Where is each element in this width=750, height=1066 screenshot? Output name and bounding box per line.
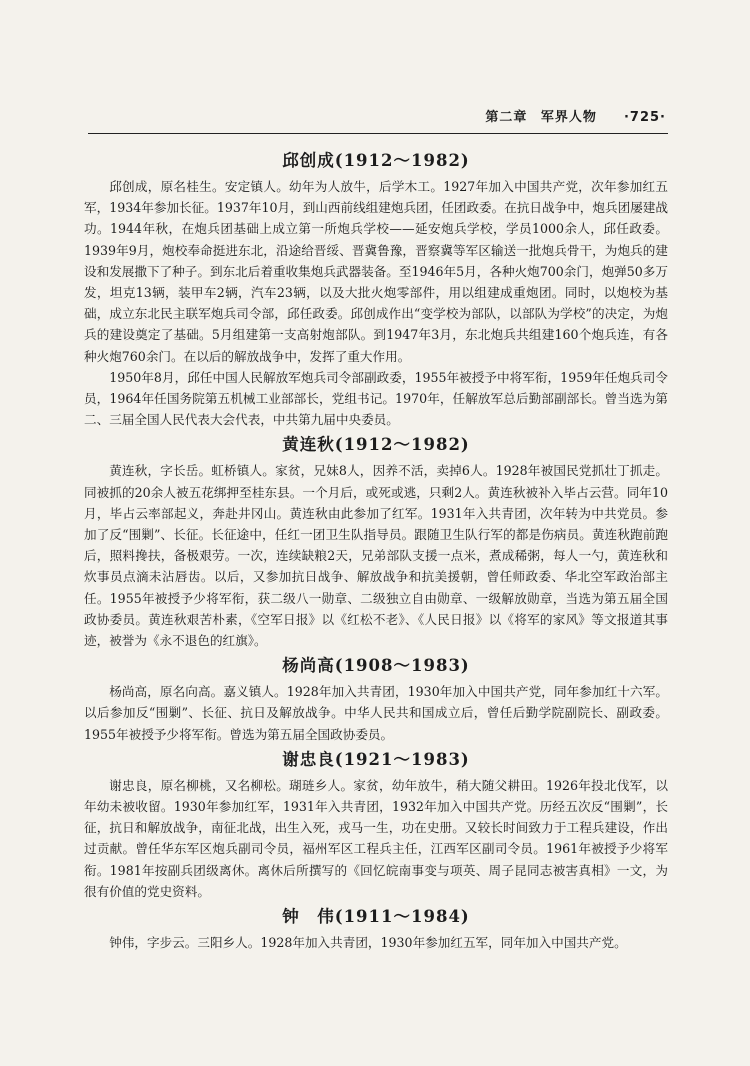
entry-paragraph: 邱创成，原名桂生。安定镇人。幼年为人放牛，后学木工。1927年加入中国共产党，次年参加红五军，1934年参加长征。1937年10月，到山西前线组建炮兵团，任团政委。在抗日战争中，炮兵团屡建战功。1944年秋，在炮兵团基础上成立第一所炮兵学校——延安炮兵学校，学员1000余人，邱任政委。1939年9月，炮校奉命挺进东北，沿途给晋绥、晋冀鲁豫，晋察冀等军区输送一批炮兵骨干，为炮兵的建设和发展撒下了种子。到东北后着重收集炮兵武器装备。至1946年5月，各种火炮700余门，炮弹50多万发，坦克13辆，装甲车2辆，汽车23辆，以及大批火炮零部件，用以组建成重炮团。同时，以炮校为基础，成立东北民主联军炮兵司令部，邱任政委。邱创成作出“变学校为部队，以部队为学校”的决定，为炮兵的建设奠定了基础。5月组建第一支高射炮部队。到1947年3月，东北炮兵共组建160个炮兵连，有各种火炮760余门。在以后的解放战争中，发挥了重大作用。 [84,179,668,364]
entry-paragraph: 谢忠良，原名柳桃，又名柳松。瑚琏乡人。家贫，幼年放牛，稍大随父耕田。1926年投北伐军，以年幼未被收留。1930年参加红军，1931年入共青团，1932年加入中国共产党。历经五次反“围剿”，长征，抗日和解放战争，南征北战，出生入死，戎马一生，功在史册。又较长时间致力于工程兵建设，作出过贡献。曾任华东军区炮兵副司令员，福州军区工程兵主任，江西军区副司令员。1961年被授予少将军衔。1981年按副兵团级离休。离休后所撰写的《回忆皖南事变与项英、周子昆同志被害真相》一文，为很有价值的党史资料。 [84,777,668,899]
entry-paragraph: 1950年8月，邱任中国人民解放军炮兵司令部副政委，1955年被授予中将军衔，1959年任炮兵司令员，1964年任国务院第五机械工业部部长，党组书记。1970年，任解放军总后勤部副部长。曾当选为第二、三届全国人民代表大会代表，中共第九届中央委员。 [84,369,668,428]
entry-heading: 黄连秋(1912～1982) [282,435,470,455]
entry-heading: 杨尚高(1908～1983) [282,656,470,676]
entry-paragraph: 黄连秋，字长岳。虹桥镇人。家贫，兄妹8人，因养不活，卖掉6人。1928年被国民党抓壮丁抓走。同被抓的20余人被五花绑押至桂东县。一个月后，或死或逃，只剩2人。黄连秋被补入毕占云营。同年10月，毕占云率部起义，奔赴井冈山。黄连秋由此参加了红军。1931年入共青团，次年转为中共党员。参加了反“围剿”、长征。长征途中，任红一团卫生队指导员。跟随卫生队行军的都是伤病员。黄连秋跑前跑后，照料搀扶，备极艰劳。一次，连续缺粮2天，兄弟部队支援一点米，煮成稀粥，每人一勺，黄连秋和炊事员点滴未沾唇齿。以后，又参加抗日战争、解放战争和抗美援朝，曾任师政委、华北空军政治部主任。1955年被授予少将军衔，获二级八一勋章、二级独立自由勋章、一级解放勋章，当选为第五届全国政协委员。黄连秋艰苦朴素，《空军日报》以《红松不老》、《人民日报》以《将军的家风》等文报道其事迹，被誉为《永不退色的红旗》。 [84,463,668,649]
biography-entry-xie-zhongliang [84,747,668,902]
biography-entry-zhong-wei [84,904,668,953]
page-body [84,146,668,953]
chapter-label: 第二章 [485,110,528,125]
entry-paragraph: 钟伟，字步云。三阳乡人。1928年加入共青团，1930年参加红五军，同年加入中国共产党。 [109,935,627,951]
entry-heading: 钟 伟(1911～1984) [282,907,470,927]
page-header [88,110,666,126]
biography-entry-qiu-chuangcheng [84,148,668,430]
entry-heading: 邱创成(1912～1982) [282,151,470,170]
page-number: ·725· [623,110,666,125]
biography-entry-huang-lianqiu [84,432,668,651]
header-divider [88,133,668,134]
entry-heading: 谢忠良(1921～1983) [282,749,470,769]
biography-entry-yang-shanggao [84,653,668,745]
entry-paragraph: 杨尚高，原名向高。嘉义镇人。1928年加入共青团，1930年加入中国共产党，同年参加红十六军。以后参加反“围剿”、长征、抗日及解放战争。中华人民共和国成立后，曾任后勤学院副院长、副政委。1955年被授予少将军衔。曾选为第五届全国政协委员。 [84,684,668,742]
section-title: 军界人物 [540,110,597,125]
